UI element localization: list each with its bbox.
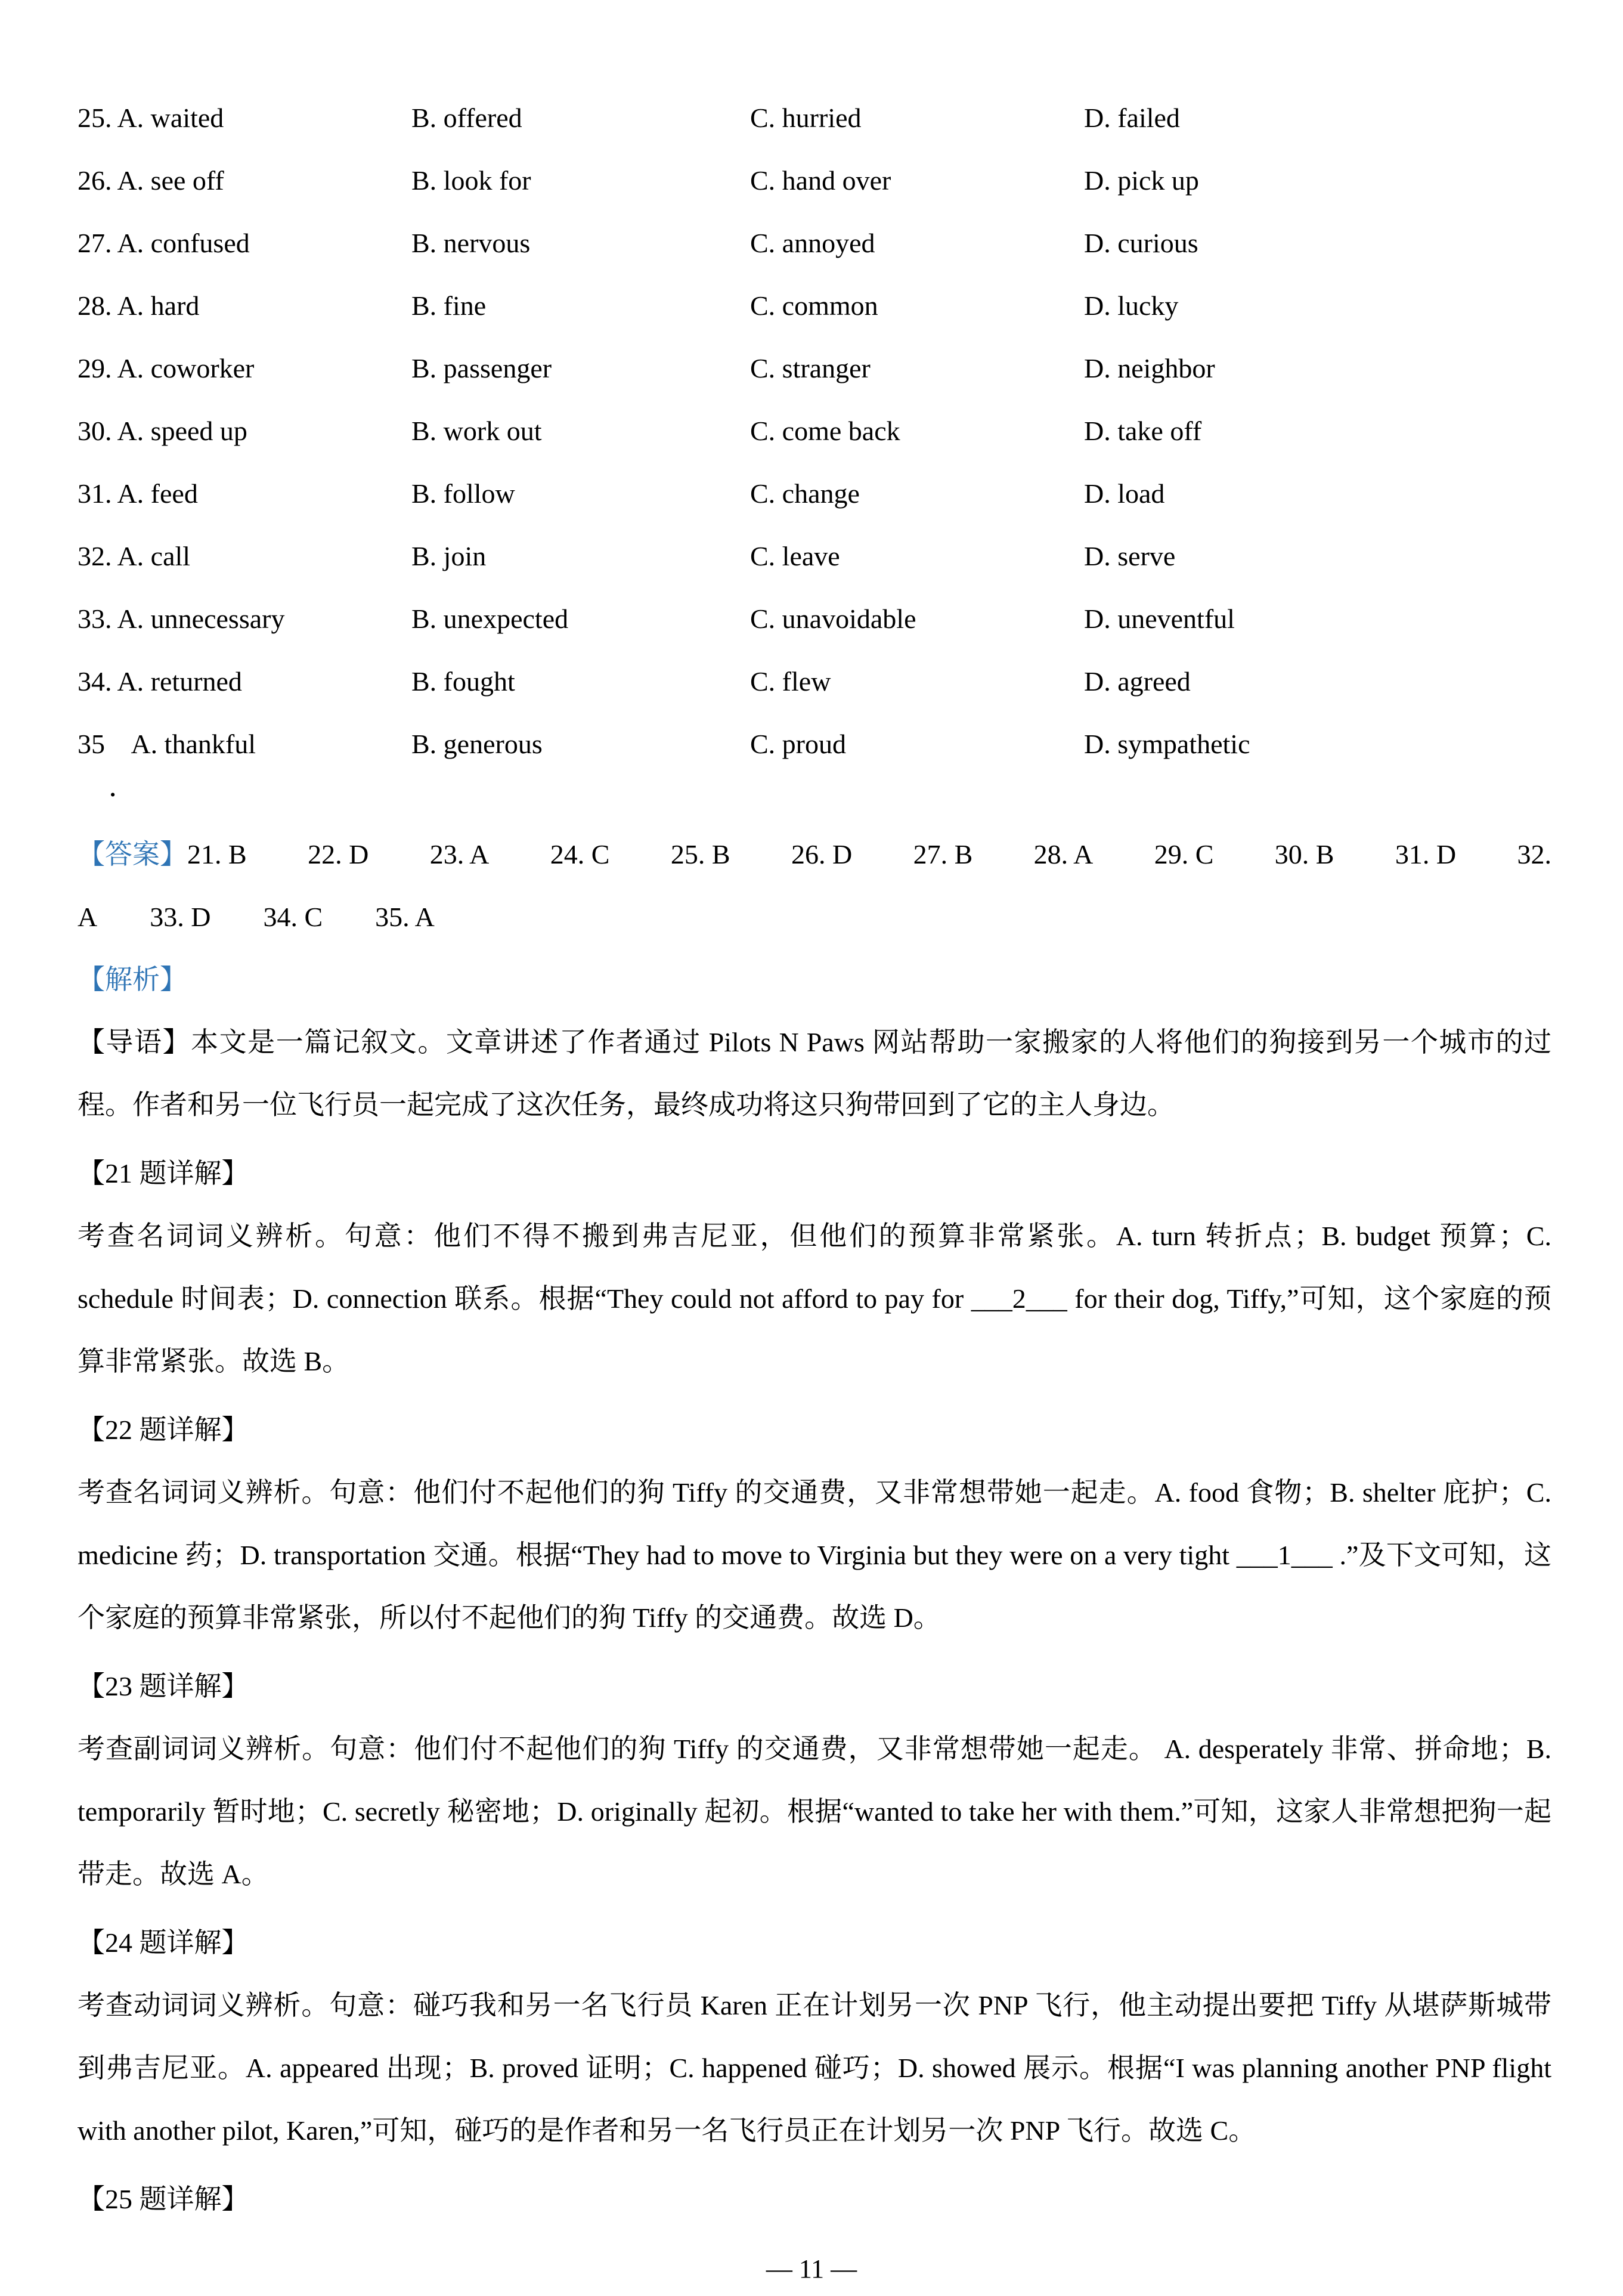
option-34-c: C. flew bbox=[750, 666, 831, 697]
answer-31: 31. D bbox=[1395, 839, 1457, 869]
option-30-c: C. come back bbox=[750, 416, 900, 446]
option-34-d: D. agreed bbox=[1084, 666, 1191, 697]
q24-header: 【24 题详解】 bbox=[78, 1927, 249, 1958]
option-30-a: 30. A. speed up bbox=[78, 416, 247, 446]
option-33-d: D. uneventful bbox=[1084, 604, 1235, 634]
answer-28: 28. A bbox=[1033, 839, 1094, 869]
q24-explanation: 考查动词词义辨析。句意：碰巧我和另一名飞行员 Karen 正在计划另一次 PNP 飞行，他主动提出要把 Tiffy 从堪萨斯城带到弗吉尼亚。A. appeared 出现；B. proved 证明；C. happened 碰巧；D. showed 展示。根据“I was planning another PNP flight with another pilot, Karen,”可知，碰巧的是作者和另一名飞行员正在计划另一次 PNP 飞行。故选 C。 bbox=[78, 1990, 1551, 2146]
q23-block bbox=[78, 1655, 1551, 1905]
option-33-c: C. unavoidable bbox=[750, 604, 916, 634]
option-26-c: C. hand over bbox=[750, 165, 891, 196]
q22-block bbox=[78, 1398, 1551, 1649]
option-32-d: D. serve bbox=[1084, 541, 1176, 571]
answer-32-number: 32. bbox=[1517, 839, 1551, 869]
option-row-29 bbox=[78, 337, 1551, 400]
answer-key-section bbox=[78, 823, 1551, 948]
option-25-d: D. failed bbox=[1084, 103, 1180, 133]
option-row-30 bbox=[78, 400, 1551, 462]
analysis-section bbox=[78, 948, 1551, 2230]
option-28-b: B. fine bbox=[411, 290, 487, 321]
option-26-b: B. look for bbox=[411, 165, 531, 196]
option-row-34 bbox=[78, 650, 1551, 713]
page-content bbox=[78, 0, 1551, 2230]
answer-key-first bbox=[78, 823, 247, 886]
q21-explanation: 考查名词词义辨析。句意：他们不得不搬到弗吉尼亚，但他们的预算非常紧张。A. turn 转折点；B. budget 预算；C. schedule 时间表；D. connection 联系。根据“They could not afford to pay for ___2___ for their dog, Tiffy,”可知，这个家庭的预算非常紧张。故选 B。 bbox=[78, 1221, 1551, 1376]
stray-period-mark: ． bbox=[109, 772, 136, 802]
q23-header: 【23 题详解】 bbox=[78, 1671, 249, 1701]
answer-key-label: 【答案】 bbox=[78, 839, 187, 869]
option-29-a: 29. A. coworker bbox=[78, 353, 255, 383]
analysis-label: 【解析】 bbox=[78, 964, 187, 995]
answer-33: 33. D bbox=[150, 902, 211, 932]
option-35-c: C. proud bbox=[750, 729, 846, 759]
q22-header: 【22 题详解】 bbox=[78, 1415, 249, 1445]
answer-29: 29. C bbox=[1154, 839, 1214, 869]
option-35-d: D. sympathetic bbox=[1084, 729, 1250, 759]
option-26-d: D. pick up bbox=[1084, 165, 1199, 196]
q21-block bbox=[78, 1142, 1551, 1393]
answer-key-line-1 bbox=[78, 823, 1551, 886]
option-30-b: B. work out bbox=[411, 416, 542, 446]
answer-21: 21. B bbox=[187, 839, 247, 869]
option-33-a: 33. A. unnecessary bbox=[78, 604, 285, 634]
answer-26: 26. D bbox=[791, 839, 853, 869]
answer-key-line-2 bbox=[78, 886, 1551, 948]
option-31-b: B. follow bbox=[411, 478, 515, 509]
intro-paragraph: 【导语】本文是一篇记叙文。文章讲述了作者通过 Pilots N Paws 网站帮助一家搬家的人将他们的狗接到另一个城市的过程。作者和另一位飞行员一起完成了这次任务，最终成功将这只狗带回到了它的主人身边。 bbox=[78, 1027, 1551, 1120]
option-35-b: B. generous bbox=[411, 729, 543, 759]
option-row-35 bbox=[78, 713, 1551, 775]
option-row-25 bbox=[78, 86, 1551, 149]
answer-35: 35. A bbox=[375, 902, 435, 932]
option-29-c: C. stranger bbox=[750, 353, 871, 383]
option-27-b: B. nervous bbox=[411, 228, 531, 258]
answer-23: 23. A bbox=[429, 839, 490, 869]
q24-block bbox=[78, 1911, 1551, 2162]
answer-30: 30. B bbox=[1274, 839, 1334, 869]
answer-32-letter: A bbox=[78, 902, 98, 932]
option-33-b: B. unexpected bbox=[411, 604, 569, 634]
option-30-d: D. take off bbox=[1084, 416, 1202, 446]
answer-25: 25. B bbox=[670, 839, 730, 869]
option-34-a: 34. A. returned bbox=[78, 666, 242, 697]
option-28-d: D. lucky bbox=[1084, 290, 1179, 321]
options-table bbox=[78, 0, 1551, 823]
option-32-a: 32. A. call bbox=[78, 541, 191, 571]
q25-block bbox=[78, 2168, 1551, 2230]
option-27-a: 27. A. confused bbox=[78, 228, 250, 258]
option-32-b: B. join bbox=[411, 541, 487, 571]
answer-34: 34. C bbox=[263, 902, 323, 932]
option-25-b: B. offered bbox=[411, 103, 522, 133]
option-row-32 bbox=[78, 525, 1551, 587]
option-27-c: C. annoyed bbox=[750, 228, 875, 258]
option-34-b: B. fought bbox=[411, 666, 515, 697]
answer-27: 27. B bbox=[913, 839, 973, 869]
q22-explanation: 考查名词词义辨析。句意：他们付不起他们的狗 Tiffy 的交通费，又非常想带她一起走。A. food 食物；B. shelter 庇护；C. medicine 药；D. transportation 交通。根据“They had to move to Virginia but they were on a very tight ___1___ .”及下文可知，这个家庭的预算非常紧张，所以付不起他们的狗 Tiffy 的交通费。故选 D。 bbox=[78, 1477, 1551, 1633]
option-32-c: C. leave bbox=[750, 541, 840, 571]
option-29-b: B. passenger bbox=[411, 353, 552, 383]
option-26-a: 26. A. see off bbox=[78, 165, 224, 196]
option-28-c: C. common bbox=[750, 290, 878, 321]
option-31-c: C. change bbox=[750, 478, 860, 509]
option-28-a: 28. A. hard bbox=[78, 290, 200, 321]
option-row-27 bbox=[78, 212, 1551, 274]
option-row-33 bbox=[78, 587, 1551, 650]
option-row-26 bbox=[78, 149, 1551, 212]
option-27-d: D. curious bbox=[1084, 228, 1198, 258]
answer-24: 24. C bbox=[550, 839, 610, 869]
option-row-31 bbox=[78, 462, 1551, 525]
option-25-a: 25. A. waited bbox=[78, 103, 224, 133]
option-31-d: D. load bbox=[1084, 478, 1165, 509]
option-row-28 bbox=[78, 274, 1551, 337]
page-number: — 11 — bbox=[766, 2254, 857, 2283]
option-29-d: D. neighbor bbox=[1084, 353, 1215, 383]
q25-header: 【25 题详解】 bbox=[78, 2184, 249, 2214]
option-25-c: C. hurried bbox=[750, 103, 862, 133]
option-35-a: 35 A. thankful bbox=[78, 729, 256, 759]
q21-header: 【21 题详解】 bbox=[78, 1158, 249, 1189]
option-31-a: 31. A. feed bbox=[78, 478, 198, 509]
q23-explanation: 考查副词词义辨析。句意：他们付不起他们的狗 Tiffy 的交通费，又非常想带她一起走。 A. desperately 非常、拼命地；B. temporarily 暂时地；C. secretly 秘密地；D. originally 起初。根据“wanted to take her with them.”可知，这家人非常想把狗一起带走。故选 A。 bbox=[78, 1734, 1551, 1889]
answer-22: 22. D bbox=[308, 839, 369, 869]
